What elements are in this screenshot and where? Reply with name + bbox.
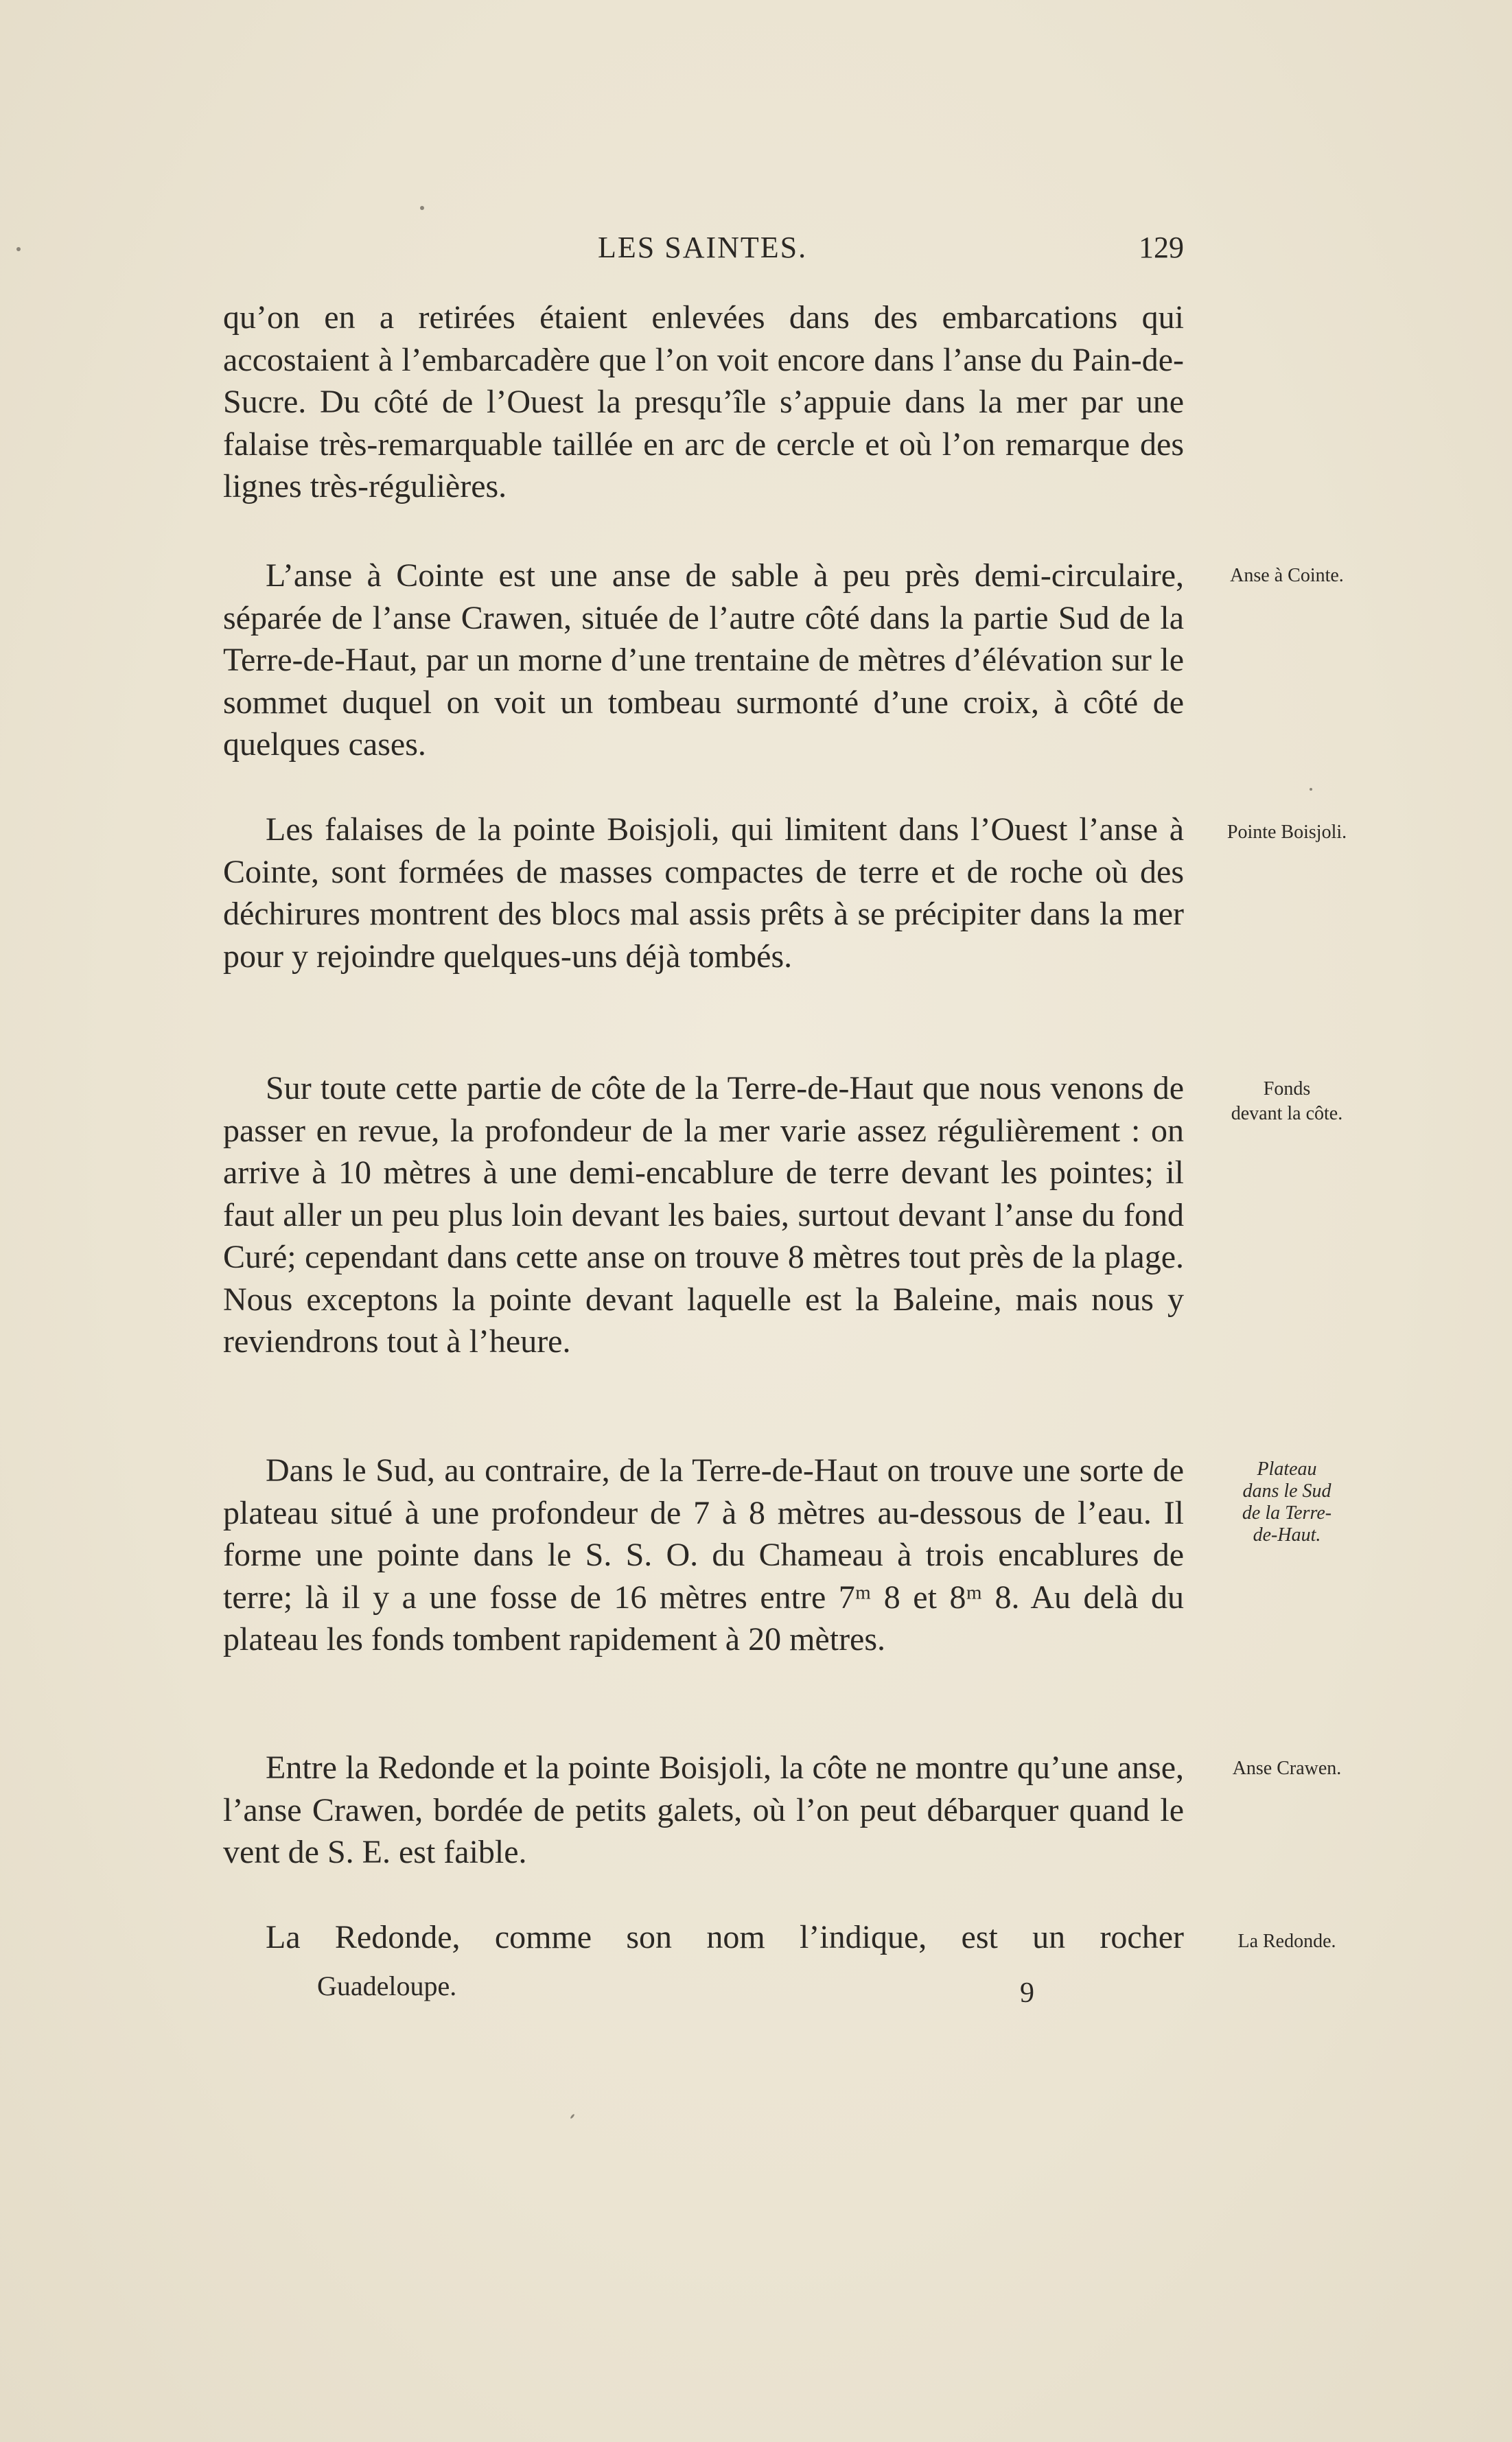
running-title: LES SAINTES.	[598, 231, 808, 264]
page-number: 129	[1139, 231, 1184, 264]
marginal-note-anse-crawen: Anse Crawen.	[1232, 1758, 1342, 1779]
paragraph-4: Sur toute cette partie de côte de la Terre-de-Haut que nous venons de passer en revue, la profondeur de la mer varie assez régulièrement : on arrive à 10 mètres à une demi-encablure de terre devant les pointes; il faut aller un peu plus loin devant les baies, surtout devant l’anse du fond Curé; cependant dans cette anse on trouve 8 mètres tout près de la plage. Nous exceptons la pointe devant laquelle est la Baleine, mais nous y reviendrons tout à l’heure.	[223, 1070, 1184, 1360]
paper-speck	[420, 206, 424, 210]
page-header	[223, 230, 1184, 271]
paper-speck	[570, 2113, 574, 2119]
paragraph-5: Dans le Sud, au contraire, de la Terre-de-Haut on trouve une sorte de plateau situé à une profondeur de 7 à 8 mètres au-dessous de l’eau. Il forme une pointe dans le S. S. O. du Chameau à trois encablures de terre; là il y a une fosse de 16 mètres entre 7ᵐ 8 et 8ᵐ 8. Au delà du plateau les fonds tombent rapidement à 20 mètres.	[223, 1452, 1184, 1658]
paragraph-6: Entre la Redonde et la pointe Boisjoli, la côte ne montre qu’une anse, l’anse Crawen, bordée de petits galets, où l’on peut débarquer quand le vent de S. E. est faible.	[223, 1749, 1184, 1870]
paragraph-3: Les falaises de la pointe Boisjoli, qui limitent dans l’Ouest l’anse à Cointe, sont formées de masses compactes de terre et de roche où des déchirures montrent des blocs mal assis prêts à se précipiter dans la mer pour y rejoindre quelques-uns déjà tombés.	[223, 811, 1184, 975]
paragraph-2: L’anse à Cointe est une anse de sable à peu près demi-circulaire, séparée de l’anse Crawen, située de l’autre côté dans la partie Sud de la Terre-de-Haut, par un morne d’une trentaine de mètres d’élévation sur le sommet duquel on voit un tombeau surmonté d’une croix, à côté de quelques cases.	[223, 557, 1184, 763]
marginal-note-de-haut: de-Haut.	[1253, 1524, 1321, 1546]
signature-number: 9	[1020, 1977, 1034, 2009]
paragraph-1: qu’on en a retirées étaient enlevées dans des embarcations qui accostaient à l’embarcadère que l’on voit encore dans l’anse du Pain-de-Sucre. Du côté de l’Ouest la presqu’île s’appuie dans la mer par une falaise très-remarquable taillée en arc de cercle et où l’on remarque des lignes très-régulières.	[223, 299, 1184, 504]
marginal-note-dans-le-sud: dans le Sud	[1242, 1480, 1331, 1502]
marginal-note-fonds: Fonds	[1263, 1078, 1311, 1100]
marginal-note-plateau: Plateau	[1257, 1458, 1317, 1480]
marginal-note-devant-la-cote: devant la côte.	[1231, 1103, 1343, 1124]
paper-speck	[1310, 788, 1312, 791]
paper-speck	[16, 247, 21, 251]
marginal-note-anse-a-cointe: Anse à Cointe.	[1230, 565, 1344, 586]
marginal-note-la-redonde: La Redonde.	[1237, 1931, 1336, 1952]
marginal-note-pointe-boisjoli: Pointe Boisjoli.	[1226, 822, 1347, 843]
marginal-note-de-la-terre: de la Terre-	[1242, 1502, 1332, 1524]
printer-signature: Guadeloupe.	[317, 1970, 457, 2001]
paragraph-7: La Redonde, comme son nom l’indique, est un rocher	[266, 1919, 1184, 1955]
